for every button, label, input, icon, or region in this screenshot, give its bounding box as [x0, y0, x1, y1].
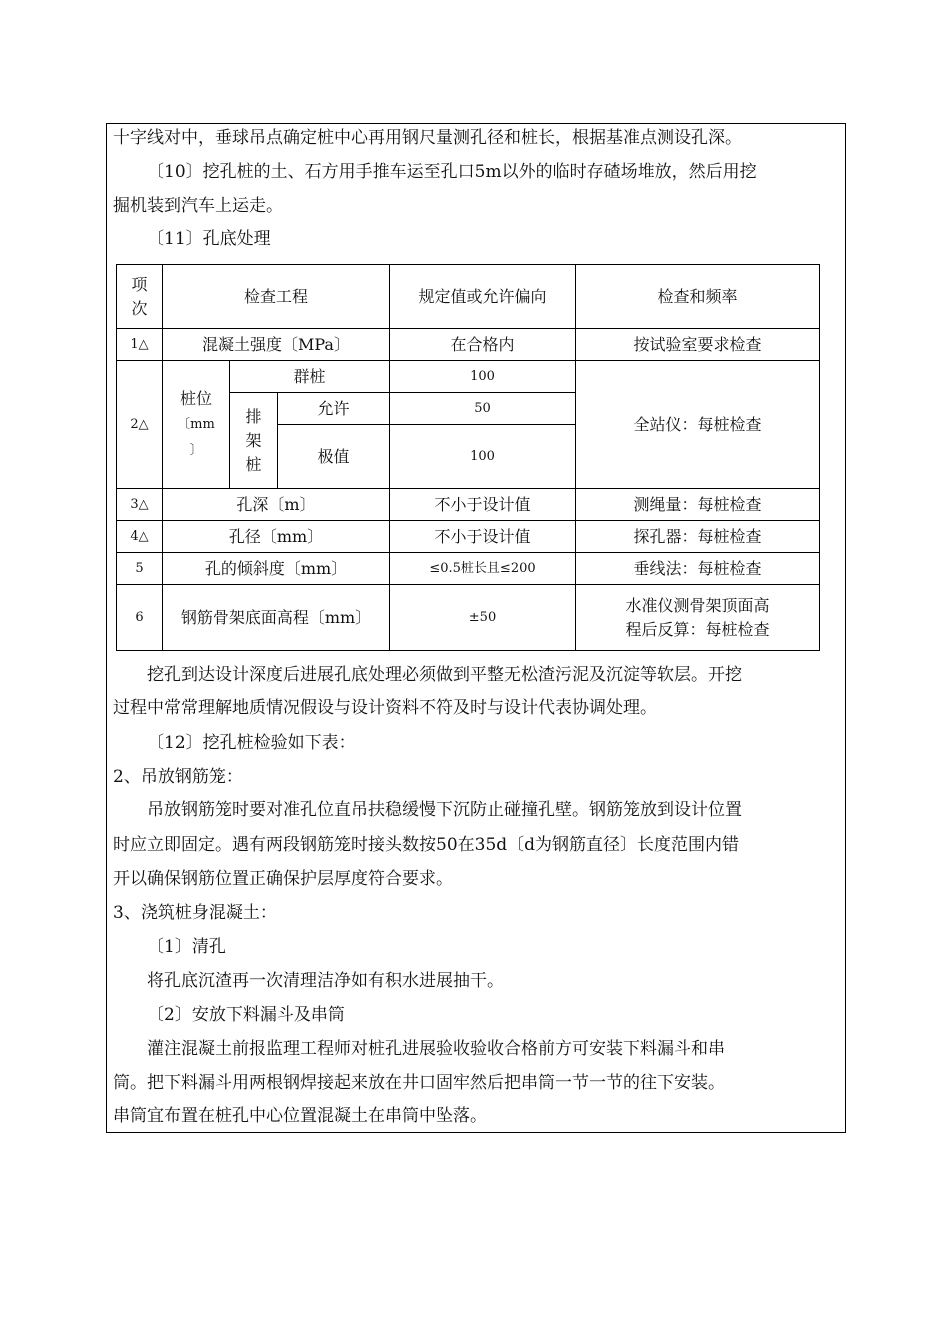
row-no: 1△ — [117, 329, 163, 361]
table-row — [117, 361, 820, 393]
extreme-value: 100 — [390, 425, 576, 489]
row-item: 钢筋骨架底面高程〔mm〕 — [163, 585, 390, 651]
row-no: 4△ — [117, 521, 163, 553]
row-no: 2△ — [117, 361, 163, 489]
table-header-row — [117, 265, 820, 329]
paragraph-line: 开以确保钢筋位置正确保护层厚度符合要求。 — [113, 869, 453, 889]
section-heading: 〔1〕清孔 — [147, 937, 226, 957]
paragraph-line: 挖孔到达设计深度后进展孔底处理必须做到平整无松渣污泥及沉淀等软层。开挖 — [147, 665, 742, 685]
paragraph-line: 掘机装到汽车上运走。 — [113, 196, 283, 216]
row-method: 测绳量：每桩检查 — [576, 489, 820, 521]
row-method: 按试验室要求检查 — [576, 329, 820, 361]
section-heading: 3、浇筑桩身混凝土： — [113, 903, 277, 923]
row-tolerance: ≤0.5桩长且≤200 — [390, 553, 576, 585]
row-tolerance: 在合格内 — [390, 329, 576, 361]
row-item: 孔径〔mm〕 — [163, 521, 390, 553]
row-no: 6 — [117, 585, 163, 651]
paragraph-line: 串筒宜布置在桩孔中心位置混凝土在串筒中坠落。 — [113, 1106, 487, 1126]
table-row — [117, 489, 820, 521]
paragraph-line: 十字线对中，垂球吊点确定桩中心再用钢尺量测孔径和桩长，根据基准点测设孔深。 — [113, 128, 742, 148]
section-heading: 2、吊放钢筋笼： — [113, 767, 243, 787]
section-heading: 〔2〕安放下料漏斗及串筒 — [147, 1005, 345, 1025]
allow-label: 允许 — [278, 393, 390, 425]
row-method: 垂线法：每桩检查 — [576, 553, 820, 585]
group-pile-label: 群桩 — [230, 361, 390, 393]
section-heading: 〔11〕孔底处理 — [147, 229, 271, 249]
header-method: 检查和频率 — [576, 265, 820, 329]
row-method: 全站仪：每桩检查 — [576, 361, 820, 489]
section-heading: 〔12〕挖孔桩检验如下表： — [147, 733, 356, 753]
paragraph-line: 将孔底沉渣再一次清理洁净如有积水进展抽干。 — [147, 971, 504, 991]
row-method: 探孔器：每桩检查 — [576, 521, 820, 553]
table-row — [117, 329, 820, 361]
paragraph-line: 筒。把下料漏斗用两根钢焊接起来放在井口固牢然后把串筒一节一节的往下安装。 — [113, 1073, 725, 1093]
paragraph-line: 〔10〕挖孔桩的土、石方用手推车运至孔口5m以外的临时存碴场堆放，然后用挖 — [147, 162, 757, 182]
row-item: 孔深〔m〕 — [163, 489, 390, 521]
header-item-no: 项 次 — [117, 265, 163, 329]
row-no: 5 — [117, 553, 163, 585]
paragraph-line: 灌注混凝土前报监理工程师对桩孔进展验收验收合格前方可安装下料漏斗和串 — [147, 1039, 725, 1059]
row-no: 3△ — [117, 489, 163, 521]
row-item: 孔的倾斜度〔mm〕 — [163, 553, 390, 585]
row-pile-label: 排 架 桩 — [230, 393, 278, 489]
row-item: 混凝土强度〔MPa〕 — [163, 329, 390, 361]
row-method: 水准仪测骨架顶面高 程后反算：每桩检查 — [576, 585, 820, 651]
header-check-item: 检查工程 — [163, 265, 390, 329]
table-row — [117, 553, 820, 585]
paragraph-line: 吊放钢筋笼时要对准孔位直吊扶稳缓慢下沉防止碰撞孔壁。钢筋笼放到设计位置 — [147, 800, 742, 820]
header-tolerance: 规定值或允许偏向 — [390, 265, 576, 329]
row-tolerance: 不小于设计值 — [390, 489, 576, 521]
group-pile-value: 100 — [390, 361, 576, 393]
pile-inspection-table — [116, 264, 820, 651]
allow-value: 50 — [390, 393, 576, 425]
paragraph-line: 过程中常常理解地质情况假设与设计资料不符及时与设计代表协调处理。 — [113, 698, 657, 718]
row-tolerance: ±50 — [390, 585, 576, 651]
paragraph-line: 时应立即固定。遇有两段钢筋笼时接头数按50在35d〔d为钢筋直径〕长度范围内错 — [113, 835, 740, 855]
table-row — [117, 585, 820, 651]
row-tolerance: 不小于设计值 — [390, 521, 576, 553]
extreme-label: 极值 — [278, 425, 390, 489]
pile-position-cell: 桩位 〔mm 〕 — [163, 361, 230, 489]
table-row — [117, 521, 820, 553]
